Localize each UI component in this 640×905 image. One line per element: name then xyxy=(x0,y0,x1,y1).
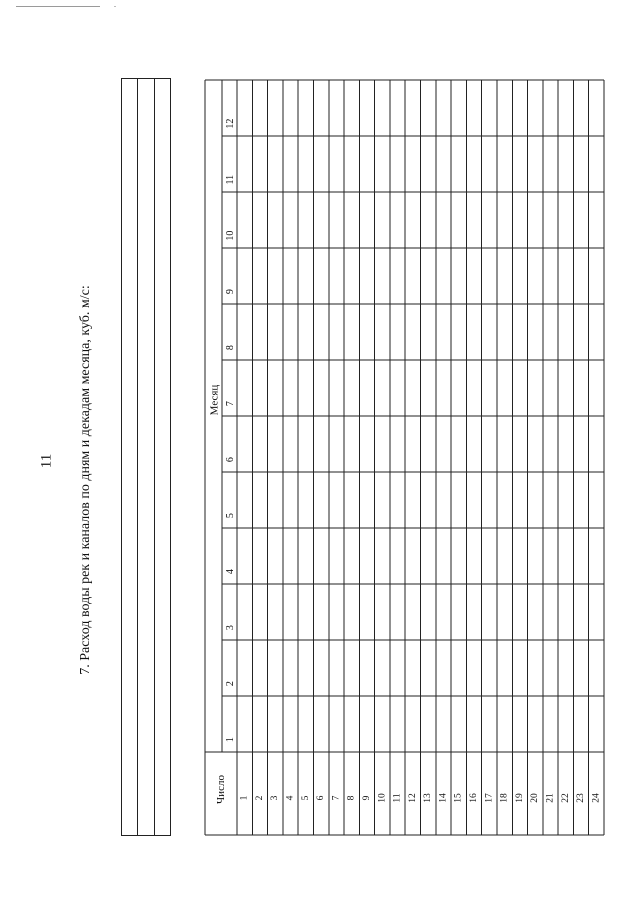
month-label: 3 xyxy=(225,625,236,631)
day-label: 8 xyxy=(346,795,357,801)
month-label: 7 xyxy=(225,401,236,407)
month-label: 6 xyxy=(225,457,236,463)
day-label: 12 xyxy=(407,793,418,803)
month-label: 9 xyxy=(225,289,236,295)
month-label: 11 xyxy=(225,174,236,185)
day-label: 5 xyxy=(300,795,311,801)
day-label: 15 xyxy=(453,793,464,803)
day-label: 18 xyxy=(499,793,510,803)
day-label: 23 xyxy=(576,793,587,803)
day-header: Число xyxy=(215,775,227,804)
month-label: 1 xyxy=(225,737,236,743)
day-label: 10 xyxy=(377,793,388,803)
document-title: 7. Расход воды рек и каналов по дням и декадам месяца, куб. м/с: xyxy=(78,285,93,675)
day-label: 11 xyxy=(392,793,403,803)
page-number: 11 xyxy=(38,453,55,469)
month-label: 10 xyxy=(225,230,236,241)
month-header: Месяц xyxy=(208,384,221,416)
month-label: 4 xyxy=(225,569,236,575)
day-label: 7 xyxy=(331,795,342,801)
month-label: 2 xyxy=(225,681,236,687)
day-label: 1 xyxy=(239,795,250,801)
day-label: 9 xyxy=(361,795,372,801)
day-label: 21 xyxy=(545,793,556,803)
day-label: 13 xyxy=(423,793,434,803)
day-label: 16 xyxy=(469,793,480,803)
day-label: 24 xyxy=(591,793,602,803)
day-label: 14 xyxy=(438,793,449,803)
month-label: 8 xyxy=(225,345,236,351)
day-label: 6 xyxy=(316,795,327,801)
day-label: 19 xyxy=(514,793,525,803)
day-label: 20 xyxy=(530,793,541,803)
day-label: 3 xyxy=(270,795,281,801)
day-label: 17 xyxy=(484,793,495,803)
day-label: 4 xyxy=(285,795,296,801)
day-label: 22 xyxy=(560,793,571,803)
month-label: 5 xyxy=(225,513,236,519)
month-label: 12 xyxy=(225,118,236,129)
day-label: 2 xyxy=(254,795,265,801)
